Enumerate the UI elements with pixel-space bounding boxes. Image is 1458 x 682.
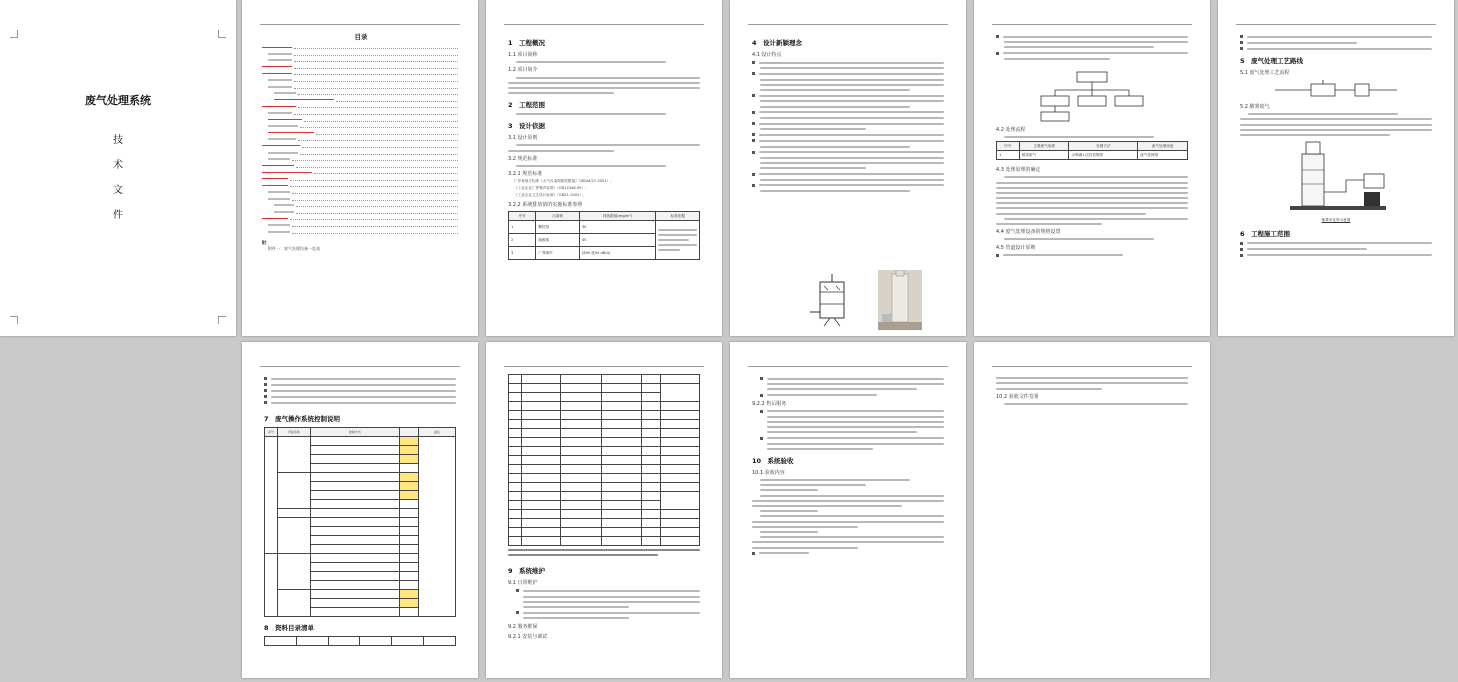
bullet-item <box>516 589 700 592</box>
table-row <box>509 465 700 474</box>
text-line <box>508 549 700 551</box>
text-line <box>508 150 614 152</box>
table-row <box>509 375 700 384</box>
table-header-cell: 标准依据 <box>656 212 700 221</box>
text-line <box>1004 218 1188 220</box>
toc-heading: 目录 <box>354 33 368 41</box>
page-6[interactable] <box>1218 0 1454 336</box>
standard-item: 广东省地方标准《大气污染物排放限值》（DB44/27-2001）； <box>514 179 614 184</box>
text-line <box>760 146 910 148</box>
text-line <box>760 536 944 538</box>
toc-entry[interactable] <box>262 164 460 168</box>
table-row <box>509 420 700 429</box>
text-line <box>1004 176 1188 178</box>
text-line <box>760 515 944 517</box>
text-line <box>760 84 944 86</box>
subsection-heading: 9.2.2 售后服务 <box>752 400 787 407</box>
toc-note <box>262 240 460 252</box>
page-toc[interactable] <box>242 0 478 336</box>
section-heading: 7 废气操作系统控制说明 <box>264 415 341 423</box>
toc-entry[interactable] <box>268 190 460 194</box>
text-line <box>996 197 1188 199</box>
page-10[interactable] <box>974 342 1210 678</box>
standards-list <box>508 179 700 198</box>
bullet-item <box>1240 41 1432 44</box>
page-4[interactable] <box>730 0 966 336</box>
bullet-item <box>760 437 944 440</box>
text-line <box>767 431 917 433</box>
text-line <box>760 89 910 91</box>
subsection-heading: 1.2 项目简介 <box>508 67 538 74</box>
bullet-item <box>264 377 456 380</box>
subsection-heading: 3.2.1 规范标准 <box>508 171 543 178</box>
toc-entry[interactable] <box>268 157 460 161</box>
subsection-heading: 4.1 设计特点 <box>752 52 782 58</box>
page-header <box>504 20 704 25</box>
control-table <box>264 427 456 617</box>
table-row <box>509 510 700 519</box>
table-header-row <box>509 212 700 221</box>
page-header <box>748 20 948 25</box>
text-line <box>760 100 944 102</box>
table-row <box>265 437 456 446</box>
text-line <box>996 202 1188 204</box>
table-header-cell <box>400 428 419 437</box>
toc-entry[interactable] <box>262 216 460 220</box>
text-line <box>760 489 818 491</box>
toc-entry[interactable] <box>274 203 460 207</box>
bullet-item <box>752 94 944 97</box>
toc-entry[interactable] <box>268 131 460 135</box>
text-line <box>767 443 944 445</box>
section-heading: 5 废气处理工艺路线 <box>1240 57 1304 65</box>
table-header-row <box>997 142 1188 151</box>
toc-entry[interactable] <box>268 118 460 122</box>
table-cell: 45 <box>579 234 656 247</box>
table-header-cell: 主要废气来源 <box>1019 142 1069 151</box>
subsection-heading: 3.1 设计原则 <box>508 135 538 142</box>
table-cell <box>656 221 700 260</box>
table-row <box>509 429 700 438</box>
text-line <box>516 144 700 146</box>
standard-item: 《工业企业厂界噪声标准》（GB12348-90）； <box>514 186 589 191</box>
text-line <box>516 165 666 167</box>
scrubber-tower-photo <box>878 270 922 330</box>
text-line <box>516 77 700 79</box>
table-cell: 昼60 夜50 dB(A) <box>579 247 656 260</box>
toc-entry[interactable] <box>274 98 460 102</box>
text-line <box>1004 238 1154 240</box>
table-cell: 30 <box>579 221 656 234</box>
page-header <box>504 362 704 367</box>
page-5[interactable] <box>974 0 1210 336</box>
text-line <box>996 382 1188 384</box>
subsection-heading: 4.3 处理原理的确定 <box>996 167 1041 174</box>
toc-entry[interactable] <box>268 85 460 89</box>
table-header-cell: 控制方式 <box>311 428 400 437</box>
text-line <box>508 554 658 556</box>
table-cell: 喷漆废气 <box>1019 151 1069 160</box>
text-line <box>516 113 666 115</box>
toc-list <box>262 45 460 234</box>
section-heading: 4 设计新颖理念 <box>752 39 803 47</box>
text-line <box>760 67 944 69</box>
text-line <box>752 526 858 528</box>
page-body <box>508 374 700 668</box>
text-line <box>996 187 1188 189</box>
toc-entry[interactable] <box>268 52 460 56</box>
text-line <box>752 521 944 523</box>
crop-mark <box>10 30 18 38</box>
subsection-heading: 4.2 处理流程 <box>996 126 1026 133</box>
document-list-table <box>264 636 456 646</box>
bullet-item <box>1240 35 1432 38</box>
text-line <box>508 82 700 84</box>
page-header <box>748 362 948 367</box>
page-body <box>264 374 456 668</box>
text-line <box>767 416 944 418</box>
toc-entry[interactable] <box>262 45 460 49</box>
bullet-item <box>752 173 944 176</box>
text-line <box>767 383 944 385</box>
text-line <box>523 596 700 598</box>
subsection-heading: 5.1 废气处理工艺流程 <box>1240 70 1290 76</box>
bullet-item <box>760 377 944 380</box>
text-line <box>760 495 944 497</box>
subsection-heading: 1.1 项目简称 <box>508 52 538 58</box>
toc-entry[interactable] <box>268 151 460 155</box>
process-flow-diagram <box>1037 70 1147 122</box>
bullet-item <box>1240 47 1432 50</box>
text-line <box>1240 129 1432 131</box>
page-header <box>992 362 1192 367</box>
table-header-cell: 备注 <box>419 428 456 437</box>
page-body <box>1240 32 1432 326</box>
page-3[interactable] <box>486 0 722 336</box>
page-header <box>260 20 460 25</box>
toc-entry[interactable] <box>262 170 460 174</box>
toc-entry[interactable] <box>262 183 460 187</box>
bullet-item <box>752 552 944 555</box>
bullet-item <box>1240 248 1432 251</box>
toc-entry[interactable] <box>262 65 460 69</box>
subsection-heading: 10.1 验收内容 <box>752 469 785 476</box>
text-line <box>996 182 1188 184</box>
bullet-item <box>752 61 944 64</box>
page-body <box>996 374 1188 668</box>
text-line <box>767 426 944 428</box>
text-line <box>760 128 866 130</box>
text-line <box>760 179 944 181</box>
table-header-cell: 处理方法 <box>1069 142 1138 151</box>
text-line <box>752 541 944 543</box>
text-line <box>752 505 902 507</box>
bullet-item <box>752 184 944 187</box>
table-row <box>509 221 700 234</box>
table-header-cell: 序号 <box>509 212 536 221</box>
table-row <box>509 384 700 393</box>
note-text: 附件一：废气处理设备一览表 <box>268 245 320 251</box>
table-row <box>997 151 1188 160</box>
toc-entry[interactable] <box>268 78 460 82</box>
text-line <box>760 479 910 481</box>
toc-entry[interactable] <box>274 210 460 214</box>
table-row <box>509 447 700 456</box>
text-line <box>523 601 700 603</box>
subsection-heading: 9.2 服务维保 <box>508 623 538 630</box>
bullet-item <box>264 383 456 386</box>
page-cover[interactable] <box>0 0 236 336</box>
cover-char: 技 <box>113 135 123 146</box>
bullet-item <box>760 410 944 413</box>
table-cell: 硫酸雾 <box>536 234 580 247</box>
table-header-cell: 废气处理设备 <box>1138 142 1188 151</box>
text-line <box>1248 113 1398 115</box>
text-line <box>996 192 1188 194</box>
text-line <box>760 167 866 169</box>
text-line <box>760 531 818 533</box>
section-heading: 3 设计依据 <box>508 122 546 131</box>
table-row <box>509 402 700 411</box>
table-row <box>509 537 700 546</box>
page-header <box>260 362 460 367</box>
section-heading: 2 工程范围 <box>508 101 546 110</box>
section-heading: 6 工程施工范围 <box>1240 229 1291 238</box>
text-line <box>1240 124 1432 126</box>
subsection-heading: 3.2.2 系统排放值的实施标准参照 <box>508 202 583 209</box>
page-body <box>752 32 944 326</box>
crop-mark <box>10 316 18 324</box>
bullet-item <box>760 394 944 397</box>
table-row <box>509 528 700 537</box>
cover-subtitle <box>0 128 236 228</box>
bullet-item <box>264 401 456 404</box>
table-row <box>509 438 700 447</box>
bullet-item <box>264 389 456 392</box>
text-line <box>516 61 666 63</box>
text-line <box>996 388 1102 390</box>
bullet-item <box>752 72 944 75</box>
bullet-item <box>1240 254 1432 257</box>
subsection-heading: 4.5 管道设计原则 <box>996 244 1036 251</box>
text-line <box>1004 58 1110 60</box>
bullet-item <box>752 151 944 154</box>
cover-char: 术 <box>113 160 123 171</box>
text-line <box>1004 41 1188 43</box>
subsection-heading: 4.4 废气处理设备的规格设置 <box>996 229 1061 236</box>
table-cell: 水喷淋+活性炭吸附 <box>1069 151 1138 160</box>
toc-entry[interactable] <box>274 91 460 95</box>
bullet-item <box>752 122 944 125</box>
table-cell: 3 <box>509 247 536 260</box>
text-line <box>767 421 944 423</box>
toc-entry[interactable] <box>268 124 460 128</box>
bullet-item <box>752 111 944 114</box>
page-8[interactable] <box>486 342 722 678</box>
standard-item: 《工业企业卫生设计标准》（GBZ1-2002）。 <box>514 193 587 198</box>
equipment-table <box>508 374 700 546</box>
text-line <box>760 190 910 192</box>
bullet-item <box>996 35 1188 38</box>
table-cell: 厂界噪声 <box>536 247 580 260</box>
text-line <box>760 157 944 159</box>
table-cell: 废气处理塔 <box>1138 151 1188 160</box>
page-header <box>1236 20 1436 25</box>
table-header-row <box>265 428 456 437</box>
text-line <box>1240 118 1432 120</box>
page-body <box>996 32 1188 326</box>
text-line <box>767 448 873 450</box>
text-line <box>996 213 1146 215</box>
text-line <box>760 106 910 108</box>
toc-entry[interactable] <box>268 197 460 201</box>
page-body <box>752 374 944 668</box>
text-line <box>523 606 629 608</box>
text-line <box>760 484 866 486</box>
subsection-heading: 5.2 酸雾废气 <box>1240 104 1270 110</box>
text-line <box>760 510 818 512</box>
cover-title: 废气处理系统 <box>85 94 151 107</box>
cover-char: 文 <box>113 185 123 196</box>
text-line <box>508 87 700 89</box>
text-line <box>508 92 614 94</box>
table-row <box>265 637 456 646</box>
text-line <box>760 79 944 81</box>
toc-entry[interactable] <box>268 230 460 234</box>
section-heading: 10 系统验收 <box>752 456 794 465</box>
page-header <box>992 20 1192 25</box>
toc-entry[interactable] <box>268 223 460 227</box>
subsection-heading: 10.2 验收文件签署 <box>996 393 1039 400</box>
subsection-heading: 9.2.1 安装与调试 <box>508 633 548 640</box>
text-line <box>752 500 944 502</box>
emission-standard-table <box>508 211 700 260</box>
table-cell: 颗粒物 <box>536 221 580 234</box>
bullet-item <box>996 254 1188 257</box>
text-line <box>996 207 1188 209</box>
table-header-cell: 污染物 <box>536 212 580 221</box>
subsection-heading: 3.2 规范标准 <box>508 155 538 162</box>
toc-entry[interactable] <box>262 144 460 148</box>
text-line <box>1004 403 1188 405</box>
table-row <box>509 483 700 492</box>
text-line <box>760 117 944 119</box>
section-heading: 1 工程概况 <box>508 39 546 47</box>
toc-entry[interactable] <box>268 58 460 62</box>
toc-entry[interactable] <box>262 71 460 75</box>
figure-caption: 酸雾净化塔示意图 <box>1321 217 1351 222</box>
process-table <box>996 141 1188 160</box>
text-line <box>1240 134 1390 136</box>
table-row <box>509 411 700 420</box>
bullet-item <box>1240 242 1432 245</box>
page-body <box>508 32 700 326</box>
bullet-item <box>752 133 944 136</box>
table-cell: 2 <box>509 234 536 247</box>
table-header-cell: 序号 <box>997 142 1020 151</box>
note-label: 附： <box>262 239 270 245</box>
section-heading: 9 系统维护 <box>508 567 546 576</box>
spray-tower-sketch <box>802 272 862 328</box>
section-heading: 8 资料目录清单 <box>264 624 315 632</box>
subsection-heading: 9.1 日常维护 <box>508 580 538 587</box>
text-line <box>996 223 1102 225</box>
bullet-item <box>752 139 944 142</box>
page-7[interactable] <box>242 342 478 678</box>
toc-entry[interactable] <box>268 137 460 141</box>
page-9[interactable] <box>730 342 966 678</box>
table-row <box>509 456 700 465</box>
cover-char: 件 <box>113 210 123 221</box>
table-header-cell: 序号 <box>265 428 278 437</box>
table-cell: 1 <box>997 151 1020 160</box>
acid-mist-tower-figure <box>1276 140 1396 216</box>
text-line <box>1004 136 1154 138</box>
text-line <box>996 377 1188 379</box>
text-line <box>1004 46 1154 48</box>
text-line <box>752 547 858 549</box>
bullet-item <box>996 52 1188 55</box>
toc-entry[interactable] <box>262 177 460 181</box>
table-header-cell: 设备名称 <box>278 428 311 437</box>
table-row <box>509 519 700 528</box>
bullet-item <box>264 395 456 398</box>
table-cell: 1 <box>509 221 536 234</box>
toc-entry[interactable] <box>268 111 460 115</box>
text-line <box>523 617 629 619</box>
toc-entry[interactable] <box>262 104 460 108</box>
process-route-diagram <box>1271 78 1401 100</box>
crop-mark <box>218 30 226 38</box>
bullet-item <box>516 611 700 614</box>
crop-mark <box>218 316 226 324</box>
table-row <box>509 474 700 483</box>
text-line <box>767 388 917 390</box>
table-row <box>509 492 700 501</box>
page-body <box>262 32 460 326</box>
text-line <box>760 162 944 164</box>
table-header-cell: 排放限值(mg/m³) <box>579 212 656 221</box>
